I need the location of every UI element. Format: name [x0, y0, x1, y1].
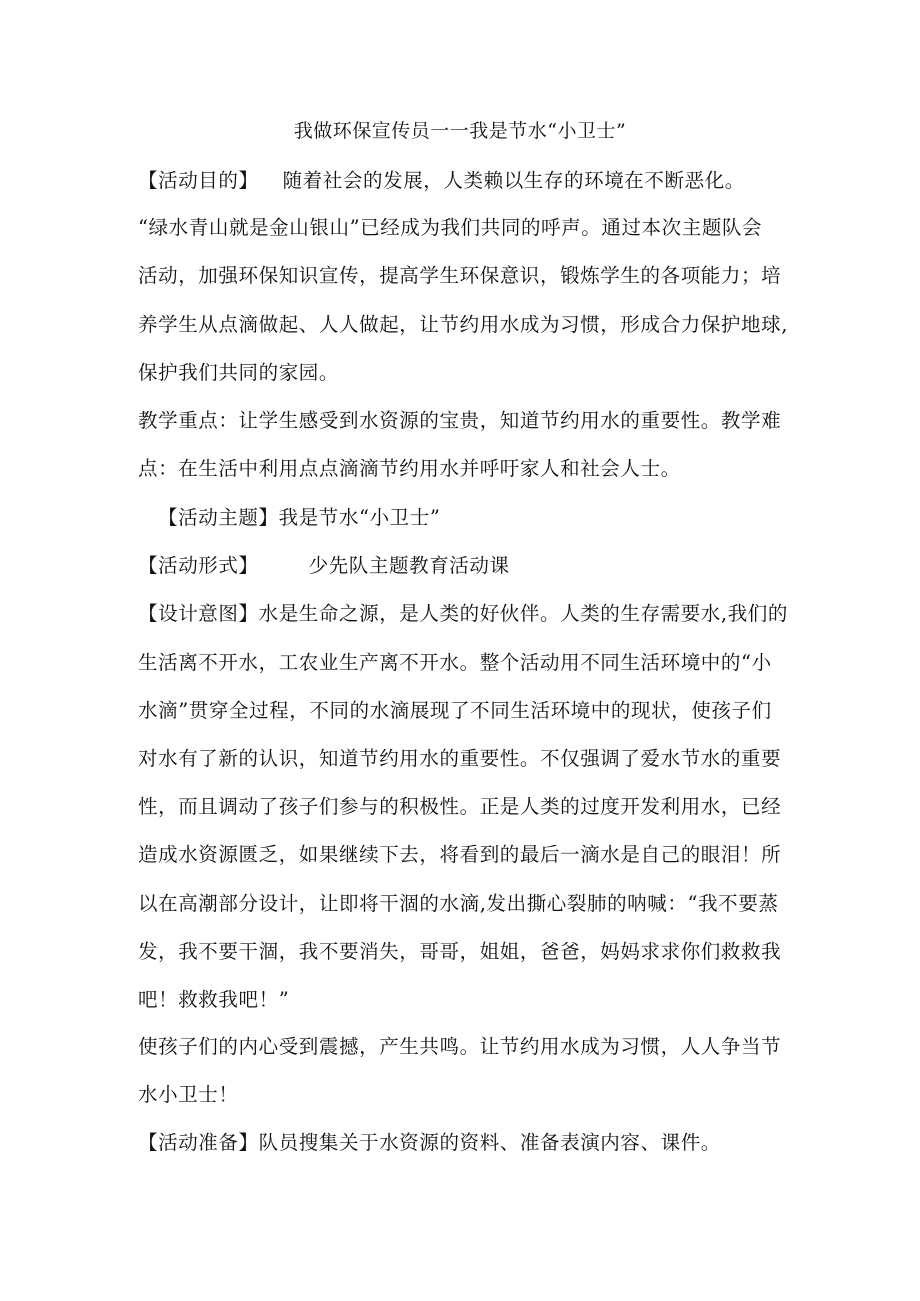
activity-theme-line: 【活动主题】我是节水“小卫士”: [158, 506, 441, 529]
paragraph-line: 养学生从点滴做起、人人做起，让节约用水成为习惯，形成合力保护地球,: [138, 313, 788, 336]
design-intent-line: 发，我不要干涸，我不要消失，哥哥，姐姐，爸爸，妈妈求求你们救救我: [138, 940, 782, 963]
activity-form-label: 【活动形式】: [138, 554, 259, 577]
paragraph-line: “绿水青山就是金山银山”已经成为我们共同的呼声。通过本次主题队会: [138, 216, 763, 239]
teaching-focus-line: 教学重点：让学生感受到水资源的宝贵，知道节约用水的重要性。教学难: [138, 409, 782, 432]
design-intent-line: 性，而且调动了孩子们参与的积极性。正是人类的过度开发利用水，已经: [138, 795, 782, 818]
paragraph-line: 水小卫士！: [138, 1083, 239, 1106]
design-intent-line: 对水有了新的认识，知道节约用水的重要性。不仅强调了爱水节水的重要: [138, 747, 782, 770]
paragraph-line: 保护我们共同的家园。: [138, 361, 340, 384]
design-intent-line: 以在高潮部分设计，让即将干涸的水滴,发出撕心裂肺的呐喊：“我不要蒸: [138, 892, 779, 915]
activity-purpose-label: 【活动目的】: [138, 169, 259, 192]
teaching-focus-line: 点：在生活中利用点点滴滴节约用水并呼吁家人和社会人士。: [138, 457, 681, 480]
activity-prep-line: 【活动准备】队员搜集关于水资源的资料、准备表演内容、课件。: [138, 1131, 721, 1154]
activity-purpose-text: 随着社会的发展，人类赖以生存的环境在不断恶化。: [282, 169, 745, 192]
document-title: 我做环保宣传员一一我是节水“小卫士”: [293, 120, 627, 142]
paragraph-line: 使孩子们的内心受到震撼，产生共鸣。让节约用水成为习惯，人人争当节: [138, 1035, 782, 1058]
design-intent-line: 【设计意图】水是生命之源，是人类的好伙伴。人类的生存需要水,我们的: [138, 602, 788, 625]
design-intent-line: 水滴”贯穿全过程，不同的水滴展现了不同生活环境中的现状，使孩子们: [138, 699, 772, 722]
activity-form-text: 少先队主题教育活动课: [308, 554, 510, 577]
design-intent-line: 吧！救救我吧！”: [138, 988, 290, 1011]
design-intent-line: 造成水资源匮乏，如果继续下去，将看到的最后一滴水是自己的眼泪！所: [138, 843, 782, 866]
activity-form-line: [138, 551, 788, 581]
design-intent-line: 生活离不开水，工农业生产离不开水。整个活动用不同生活环境中的“小: [138, 651, 772, 674]
paragraph-line: 活动，加强环保知识宣传，提高学生环保意识，锻炼学生的各项能力；培: [138, 264, 782, 287]
activity-purpose-line: [138, 166, 788, 196]
